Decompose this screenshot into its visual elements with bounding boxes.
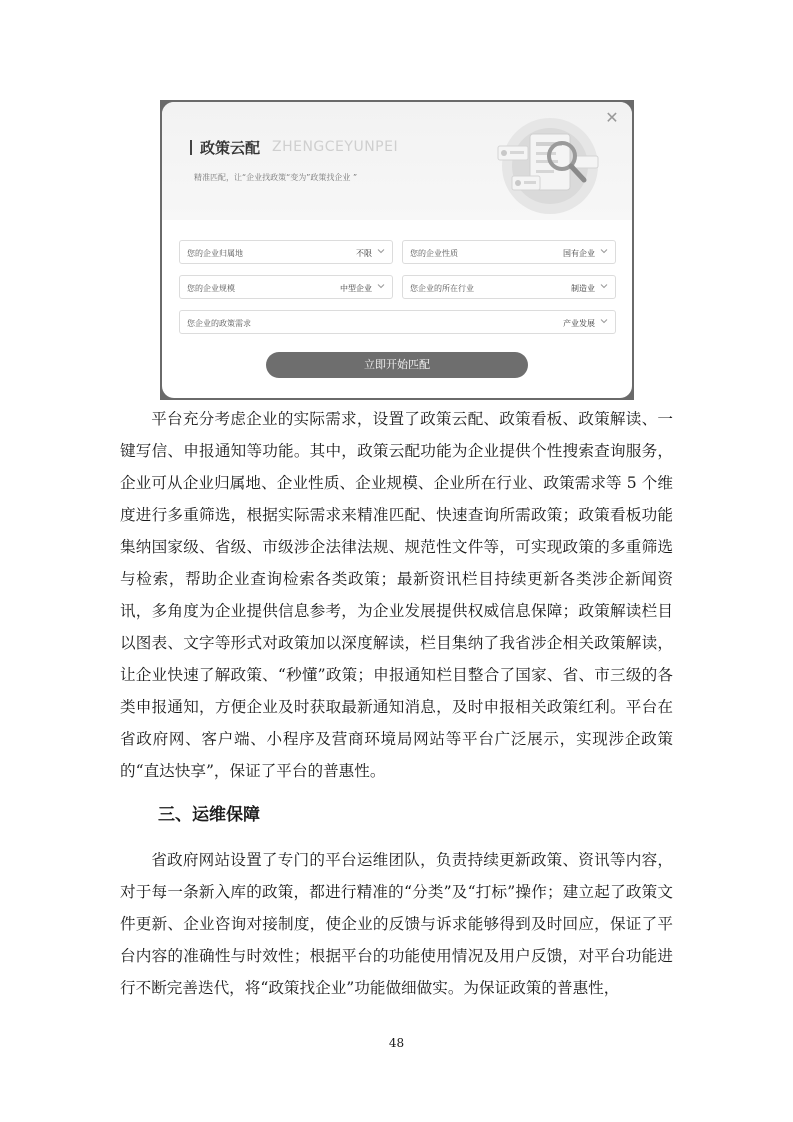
chevron-down-icon (376, 281, 386, 291)
paragraph-platform-features: 平台充分考虑企业的实际需求，设置了政策云配、政策看板、政策解读、一键写信、申报通知等功能。其中，政策云配功能为企业提供个性搜索查询服务，企业可从企业归属地、企业性质、企业规模、企业所在行业、政策需求等 5 个维度进行多重筛选，根据实际需求来精准匹配、快速查询所需政策；政策看板功能集纳国家级、省级、市级涉企法律法规、规范性文件等，可实现政策的多重筛选与检索，帮助企业查询检索各类政策；最新资讯栏目持续更新各类涉企新闻资讯，多角度为企业提供信息参考，为企业发展提供权威信息保障；政策解读栏目以图表、文字等形式对政策加以深度解读，栏目集纳了我省涉企相关政策解读，让企业快速了解政策、“秒懂”政策；申报通知栏目整合了国家、省、市三级的各类申报通知，方便企业及时获取最新通知消息，及时申报相关政策红利。平台在省政府网、客户端、小程序及营商环境局网站等平台广泛展示，实现涉企政策的“直达快享”，保证了平台的普惠性。 (120, 410, 673, 780)
ownership-select[interactable] (402, 240, 616, 264)
industry-select[interactable] (402, 275, 616, 299)
policy-match-dialog (162, 102, 632, 398)
chevron-down-icon (599, 246, 609, 256)
scale-value: 中型企业 (340, 284, 372, 293)
chevron-down-icon (599, 281, 609, 291)
page-number: 48 (388, 1036, 405, 1050)
dialog-title-english: ZHENGCEYUNPEI (272, 139, 399, 155)
policy-match-screenshot (160, 100, 634, 400)
policy-need-value: 产业发展 (563, 319, 595, 328)
paragraph-operations: 省政府网站设置了专门的平台运维团队，负责持续更新政策、资讯等内容，对于每一条新入库的政策，都进行精准的“分类”及“打标”操作；建立起了政策文件更新、企业咨询对接制度，使企业的反馈与诉求能够得到及时回应，保证了平台内容的准确性与时效性；根据平台的功能使用情况及用户反馈，对平台功能进行不断完善迭代，将“政策找企业”功能做细做实。为保证政策的普惠性， (120, 851, 673, 997)
industry-label: 您企业的所在行业 (410, 284, 474, 293)
search-document-illustration-icon (492, 112, 607, 217)
title-accent-bar (190, 140, 192, 155)
ownership-value: 国有企业 (563, 249, 595, 258)
industry-value: 制造业 (571, 284, 595, 293)
scale-label: 您的企业规模 (187, 284, 235, 293)
policy-need-label: 您企业的政策需求 (187, 319, 251, 328)
ownership-label: 您的企业性质 (410, 249, 458, 258)
location-value: 不限 (356, 249, 372, 258)
section-heading: 三、运维保障 (158, 805, 260, 825)
dialog-subtitle: 精准匹配，让“企业找政策“变为”政策找企业 ” (194, 173, 358, 182)
scale-select[interactable] (179, 275, 393, 299)
dialog-header (162, 102, 632, 220)
chevron-down-icon (599, 316, 609, 326)
policy-need-select[interactable] (179, 310, 616, 334)
dialog-title: 政策云配 (200, 139, 261, 157)
location-select[interactable] (179, 240, 393, 264)
start-matching-button[interactable]: 立即开始匹配 (266, 352, 528, 378)
close-icon[interactable]: ✕ (605, 108, 619, 127)
location-label: 您的企业归属地 (187, 249, 243, 258)
chevron-down-icon (376, 246, 386, 256)
